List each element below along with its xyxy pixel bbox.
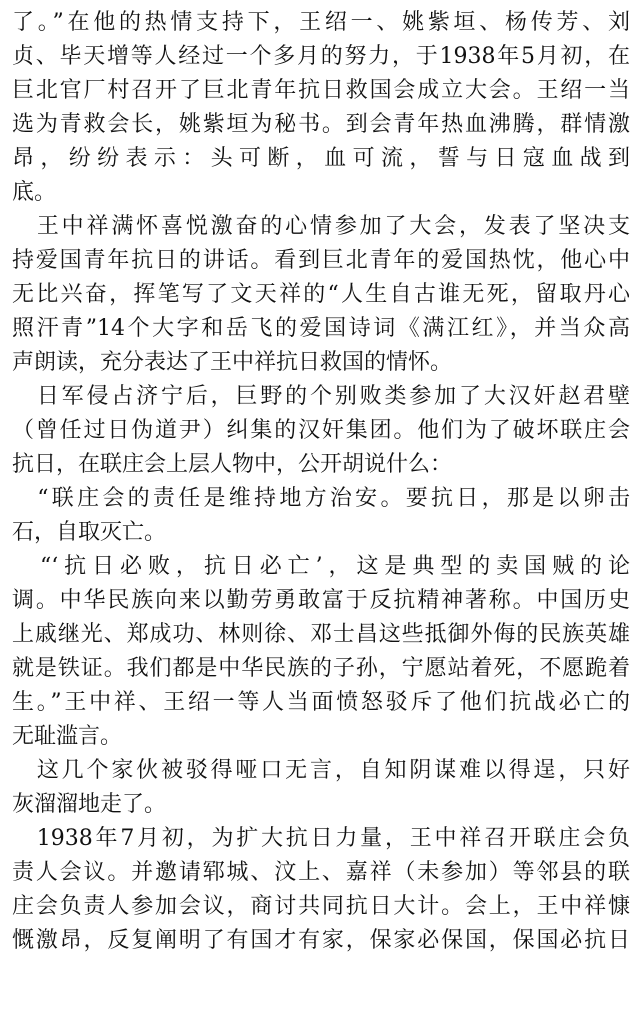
- paragraph: [12, 550, 630, 754]
- text-line: “‘抗日必败，抗日必亡’，这是典型的卖国贼的论: [12, 554, 630, 579]
- text-line: 石，自取灭亡。: [12, 520, 167, 545]
- text-line: 这几个家伙被驳得哑口无言，自知阴谋难以得逞，只好: [12, 758, 630, 783]
- text-line: 日军侵占济宁后，巨野的个别败类参加了大汉奸赵君壁: [12, 384, 630, 409]
- text-line: 生。”王中祥、王绍一等人当面愤怒驳斥了他们抗战必亡的: [12, 690, 630, 715]
- text-line: 持爱国青年抗日的讲话。看到巨北青年的爱国热忱，他心中: [12, 248, 630, 273]
- text-line: 选为青救会长，姚紫垣为秘书。到会青年热血沸腾，群情激: [12, 112, 630, 137]
- text-line: 就是铁证。我们都是中华民族的子孙，宁愿站着死，不愿跪着: [12, 656, 630, 681]
- text-line: 声朗读，充分表达了王中祥抗日救国的情怀。: [12, 350, 453, 375]
- paragraph: [12, 482, 630, 550]
- text-line: 昂，纷纷表示：头可断，血可流，誓与日寇血战到: [12, 146, 630, 171]
- text-line: “联庄会的责任是维持地方治安。要抗日，那是以卵击: [12, 486, 630, 511]
- text-line: 责人会议。并邀请郓城、汶上、嘉祥（未参加）等邻县的联: [12, 860, 630, 885]
- text-line: 1938年7月初，为扩大抗日力量，王中祥召开联庄会负: [12, 826, 630, 851]
- text-line: 照汗青”14个大字和岳飞的爱国诗词《满江红》，并当众高: [12, 316, 630, 341]
- text-line: 灰溜溜地走了。: [12, 792, 167, 817]
- text-line: 无比兴奋，挥笔写了文天祥的“人生自古谁无死，留取丹心: [12, 282, 630, 307]
- text-line: 庄会负责人参加会议，商讨共同抗日大计。会上，王中祥慷: [12, 894, 630, 919]
- text-line: 抗日，在联庄会上层人物中，公开胡说什么：: [12, 452, 453, 477]
- paragraph: [12, 6, 630, 210]
- text-line: 底。: [12, 180, 57, 205]
- text-line: （曾任过日伪道尹）纠集的汉奸集团。他们为了破坏联庄会: [12, 418, 630, 443]
- text-line: 了。”在他的热情支持下，王绍一、姚紫垣、杨传芳、刘: [12, 10, 630, 35]
- paragraph: [12, 210, 630, 380]
- text-line: 慨激昂，反复阐明了有国才有家，保家必保国，保国必抗日: [12, 928, 630, 953]
- paragraph: [12, 754, 630, 822]
- text-line: 巨北官厂村召开了巨北青年抗日救国会成立大会。王绍一当: [12, 78, 630, 103]
- paragraph: [12, 822, 630, 958]
- text-line: 贞、毕天增等人经过一个多月的努力，于1938年5月初，在: [12, 44, 630, 69]
- text-line: 调。中华民族向来以勤劳勇敢富于反抗精神著称。中国历史: [12, 588, 630, 613]
- text-line: 王中祥满怀喜悦激奋的心情参加了大会，发表了坚决支: [12, 214, 630, 239]
- paragraph: [12, 380, 630, 482]
- text-line: 上戚继光、郑成功、林则徐、邓士昌这些抵御外侮的民族英雄: [12, 622, 630, 647]
- text-line: 无耻滥言。: [12, 724, 123, 749]
